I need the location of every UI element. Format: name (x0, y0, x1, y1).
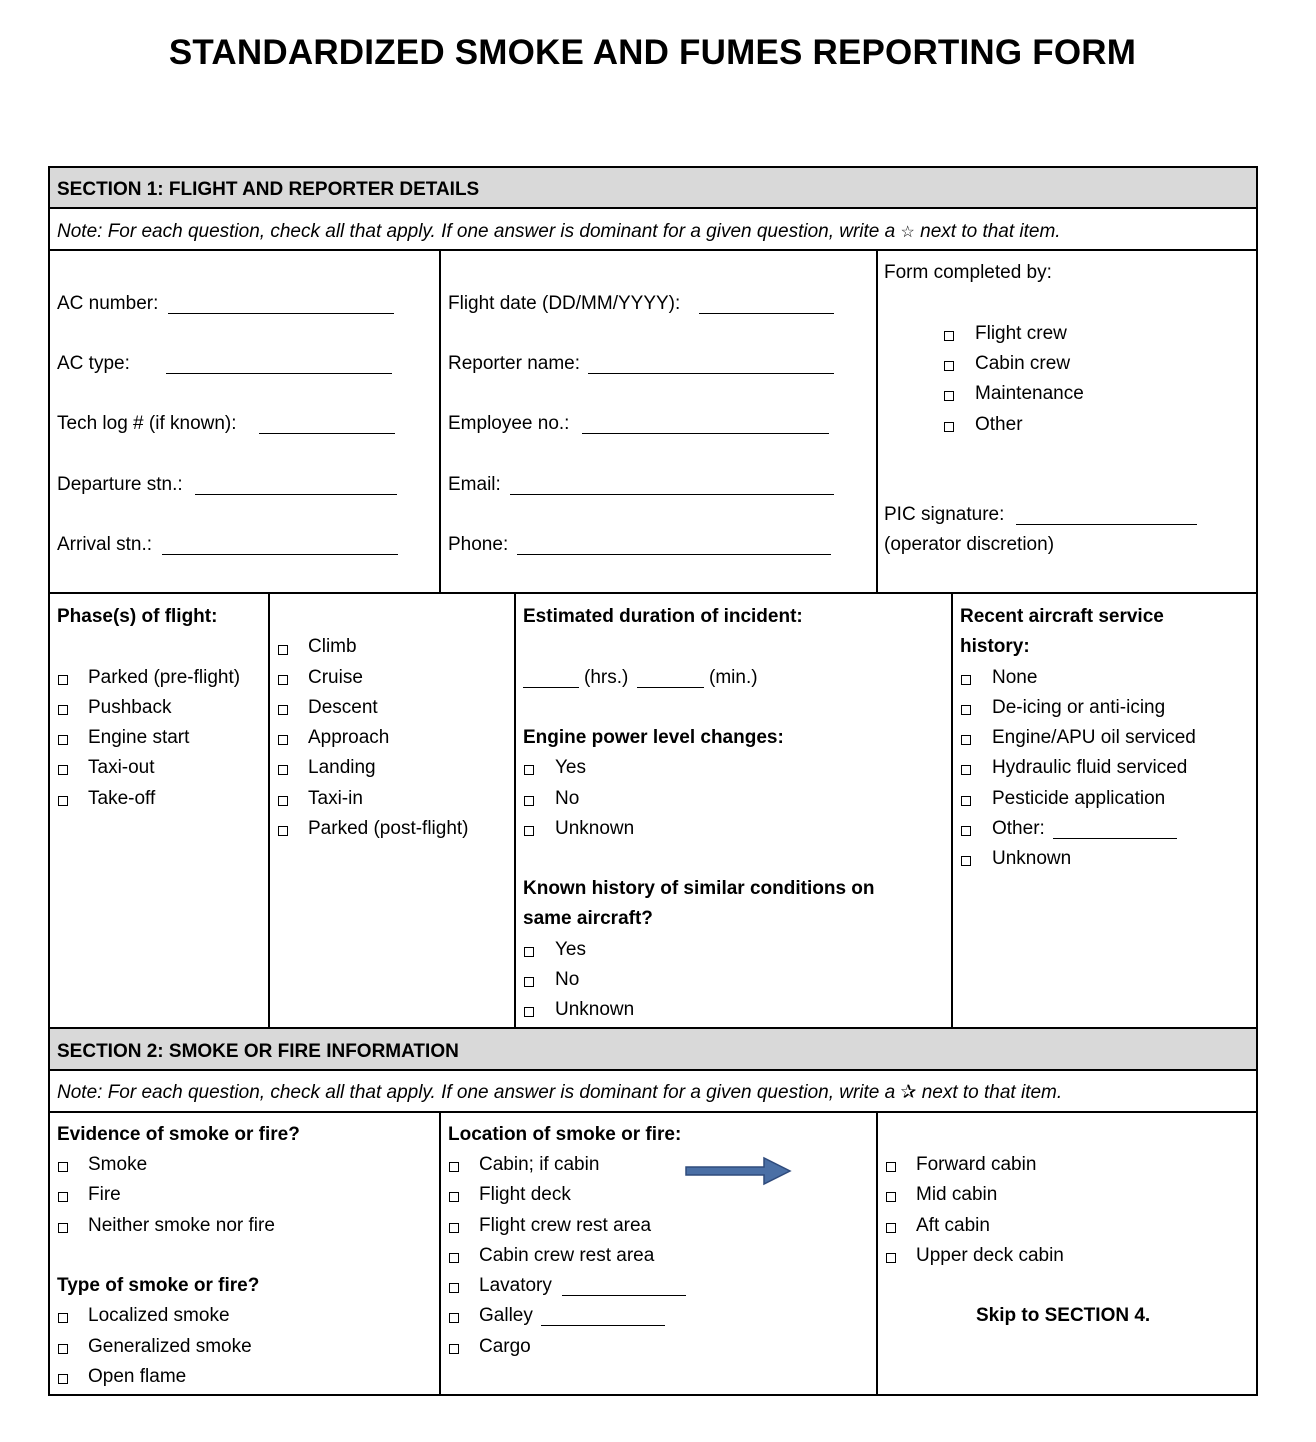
tech-log-label: Tech log # (if known): (57, 413, 237, 434)
service-heading-line2: history: (960, 636, 1030, 657)
checkbox-other[interactable] (944, 422, 954, 432)
phone-field[interactable] (517, 554, 831, 555)
checkbox-location-lavatory[interactable] (449, 1283, 459, 1293)
service-pesticide: Pesticide application (992, 788, 1166, 809)
star-icon: ✰ (900, 1082, 917, 1103)
checkbox-phase-parked-post[interactable] (278, 826, 288, 836)
engine-heading: Engine power level changes: (523, 727, 784, 748)
s2-divider-1 (439, 1111, 441, 1396)
checkbox-phase-take-off[interactable] (58, 796, 68, 806)
checkbox-phase-taxi-in[interactable] (278, 796, 288, 806)
location-galley: Galley (479, 1305, 533, 1326)
checkbox-evidence-smoke[interactable] (58, 1162, 68, 1172)
checkbox-phase-cruise[interactable] (278, 675, 288, 685)
lavatory-field[interactable] (562, 1295, 686, 1296)
checkbox-flight-crew[interactable] (944, 331, 954, 341)
phase-landing: Landing (308, 757, 376, 778)
evidence-heading: Evidence of smoke or fire? (57, 1124, 300, 1145)
departure-stn-field[interactable] (195, 494, 397, 495)
cabin-upper-deck: Upper deck cabin (916, 1245, 1064, 1266)
completed-by-label: Form completed by: (884, 262, 1052, 283)
phase-taxi-out: Taxi-out (88, 757, 155, 778)
table-top-border (48, 166, 1258, 168)
table-bottom-border (48, 1394, 1258, 1396)
rule-after-s2-header (48, 1069, 1258, 1071)
engine-yes: Yes (555, 757, 586, 778)
checkbox-phase-landing[interactable] (278, 765, 288, 775)
galley-field[interactable] (541, 1325, 665, 1326)
duration-heading: Estimated duration of incident: (523, 606, 803, 627)
location-flight-deck: Flight deck (479, 1184, 571, 1205)
checkbox-evidence-neither[interactable] (58, 1223, 68, 1233)
engine-no: No (555, 788, 580, 809)
section1-note-text: Note: For each question, check all that apply. If one answer is dominant for a given question, write a (57, 221, 896, 242)
location-lavatory: Lavatory (479, 1275, 552, 1296)
checkbox-service-unknown[interactable] (961, 856, 971, 866)
checkbox-phase-approach[interactable] (278, 735, 288, 745)
form-title: STANDARDIZED SMOKE AND FUMES REPORTING FORM (168, 33, 1137, 72)
location-cc-rest: Cabin crew rest area (479, 1245, 655, 1266)
checkbox-service-other[interactable] (961, 826, 971, 836)
phase-approach: Approach (308, 727, 390, 748)
cabin-forward: Forward cabin (916, 1154, 1037, 1175)
rule-before-s2 (48, 1027, 1258, 1029)
type-heading: Type of smoke or fire? (57, 1275, 260, 1296)
phase-parked-post: Parked (post-flight) (308, 818, 469, 839)
section2-note-tail: next to that item. (921, 1082, 1063, 1103)
ac-number-label: AC number: (57, 293, 159, 314)
checkbox-cabin-forward[interactable] (886, 1162, 896, 1172)
service-heading-line1: Recent aircraft service (960, 606, 1164, 627)
arrow-right-shape (686, 1158, 790, 1184)
section2-note (57, 1082, 1062, 1104)
checkbox-service-deicing[interactable] (961, 705, 971, 715)
phase-divider-2 (514, 592, 516, 1029)
history-no: No (555, 969, 580, 990)
pic-signature-field[interactable] (1016, 524, 1197, 525)
phase-climb: Climb (308, 636, 357, 657)
rule-after-s2-note (48, 1111, 1258, 1113)
checkbox-service-none[interactable] (961, 675, 971, 685)
checkbox-maintenance[interactable] (944, 391, 954, 401)
section1-heading: SECTION 1: FLIGHT AND REPORTER DETAILS (57, 179, 480, 200)
type-generalized: Generalized smoke (88, 1336, 252, 1357)
arrival-stn-label: Arrival stn.: (57, 534, 153, 555)
checkbox-engine-yes[interactable] (524, 765, 534, 775)
flight-date-label: Flight date (DD/MM/YYYY): (448, 293, 681, 314)
section1-note-tail: next to that item. (920, 221, 1061, 242)
employee-no-label: Employee no.: (448, 413, 570, 434)
phase-pushback: Pushback (88, 697, 172, 718)
phase-parked-pre: Parked (pre-flight) (88, 667, 241, 688)
ac-type-field[interactable] (166, 373, 392, 374)
evidence-fire: Fire (88, 1184, 121, 1205)
phase-descent: Descent (308, 697, 378, 718)
rule-after-s1-header (48, 207, 1258, 209)
option-cabin-crew: Cabin crew (975, 353, 1071, 374)
table-right-border (1256, 166, 1258, 1396)
section2-note-text: Note: For each question, check all that apply. If one answer is dominant for a given question, write a (57, 1082, 896, 1103)
evidence-smoke: Smoke (88, 1154, 148, 1175)
history-heading-line1: Known history of similar conditions on (523, 878, 875, 899)
rule-after-details (48, 592, 1258, 594)
cabin-aft: Aft cabin (916, 1215, 990, 1236)
engine-unknown: Unknown (555, 818, 635, 839)
checkbox-phase-descent[interactable] (278, 705, 288, 715)
checkbox-type-generalized[interactable] (58, 1344, 68, 1354)
checkbox-location-cabin[interactable] (449, 1162, 459, 1172)
service-unknown: Unknown (992, 848, 1072, 869)
employee-no-field[interactable] (582, 433, 829, 434)
checkbox-phase-pushback[interactable] (58, 705, 68, 715)
location-cargo: Cargo (479, 1336, 531, 1357)
option-maintenance: Maintenance (975, 383, 1084, 404)
service-none: None (992, 667, 1038, 688)
pic-signature-note: (operator discretion) (884, 534, 1055, 555)
location-cabin: Cabin; if cabin (479, 1154, 600, 1175)
history-unknown: Unknown (555, 999, 635, 1020)
history-yes: Yes (555, 939, 586, 960)
star-icon: ☆ (900, 224, 915, 241)
phase-cruise: Cruise (308, 667, 363, 688)
details-divider-2 (876, 249, 878, 594)
table-left-border (48, 166, 50, 1396)
checkbox-cabin-crew[interactable] (944, 361, 954, 371)
service-oil: Engine/APU oil serviced (992, 727, 1196, 748)
checkbox-location-fc-rest[interactable] (449, 1223, 459, 1233)
checkbox-history-unknown[interactable] (524, 1007, 534, 1017)
type-localized: Localized smoke (88, 1305, 230, 1326)
checkbox-cabin-aft[interactable] (886, 1223, 896, 1233)
email-label: Email: (448, 474, 501, 495)
checkbox-location-cargo[interactable] (449, 1344, 459, 1354)
location-heading: Location of smoke or fire: (448, 1124, 682, 1145)
skip-note: Skip to SECTION 4. (976, 1305, 1151, 1326)
checkbox-evidence-fire[interactable] (58, 1192, 68, 1202)
duration-min-field[interactable] (637, 687, 704, 688)
checkbox-type-open-flame[interactable] (58, 1374, 68, 1384)
phase-engine-start: Engine start (88, 727, 190, 748)
departure-stn-label: Departure stn.: (57, 474, 183, 495)
checkbox-phase-climb[interactable] (278, 645, 288, 655)
checkbox-phase-engine-start[interactable] (58, 735, 68, 745)
reporter-name-label: Reporter name: (448, 353, 581, 374)
phase-taxi-in: Taxi-in (308, 788, 363, 809)
phase-heading: Phase(s) of flight: (57, 606, 218, 627)
type-open-flame: Open flame (88, 1366, 187, 1387)
checkbox-engine-no[interactable] (524, 796, 534, 806)
section2-heading: SECTION 2: SMOKE OR FIRE INFORMATION (57, 1041, 459, 1062)
pic-signature-label: PIC signature: (884, 504, 1005, 525)
checkbox-cabin-mid[interactable] (886, 1192, 896, 1202)
checkbox-service-oil[interactable] (961, 735, 971, 745)
checkbox-engine-unknown[interactable] (524, 826, 534, 836)
phase-take-off: Take-off (88, 788, 156, 809)
ac-type-label: AC type: (57, 353, 130, 374)
section1-note (57, 221, 1061, 244)
checkbox-location-flight-deck[interactable] (449, 1192, 459, 1202)
evidence-neither: Neither smoke nor fire (88, 1215, 275, 1236)
location-fc-rest: Flight crew rest area (479, 1215, 652, 1236)
checkbox-history-no[interactable] (524, 977, 534, 987)
cabin-mid: Mid cabin (916, 1184, 998, 1205)
history-heading-line2: same aircraft? (523, 908, 653, 929)
rule-after-s1-note (48, 249, 1258, 251)
checkbox-service-pesticide[interactable] (961, 796, 971, 806)
email-field[interactable] (510, 494, 834, 495)
arrival-stn-field[interactable] (162, 554, 398, 555)
service-other: Other: (992, 818, 1045, 839)
option-flight-crew: Flight crew (975, 323, 1067, 344)
phone-label: Phone: (448, 534, 509, 555)
details-divider-1 (439, 249, 441, 594)
service-hydraulic: Hydraulic fluid serviced (992, 757, 1188, 778)
option-other: Other (975, 414, 1023, 435)
s2-divider-2 (876, 1111, 878, 1396)
checkbox-phase-parked-pre[interactable] (58, 675, 68, 685)
checkbox-location-galley[interactable] (449, 1313, 459, 1323)
flight-date-field[interactable] (699, 313, 834, 314)
checkbox-cabin-upper-deck[interactable] (886, 1253, 896, 1263)
ac-number-field[interactable] (168, 313, 394, 314)
checkbox-phase-taxi-out[interactable] (58, 765, 68, 775)
checkbox-type-localized[interactable] (58, 1313, 68, 1323)
tech-log-field[interactable] (259, 433, 395, 434)
phase-divider-1 (268, 592, 270, 1029)
duration-hrs-label: (hrs.) (584, 667, 629, 688)
phase-divider-3 (951, 592, 953, 1029)
reporter-name-field[interactable] (588, 373, 834, 374)
arrow-right-icon (684, 1155, 794, 1187)
duration-hrs-field[interactable] (523, 687, 579, 688)
service-other-field[interactable] (1053, 838, 1177, 839)
service-deicing: De-icing or anti-icing (992, 697, 1166, 718)
checkbox-location-cc-rest[interactable] (449, 1253, 459, 1263)
duration-min-label: (min.) (709, 667, 758, 688)
checkbox-service-hydraulic[interactable] (961, 765, 971, 775)
checkbox-history-yes[interactable] (524, 947, 534, 957)
